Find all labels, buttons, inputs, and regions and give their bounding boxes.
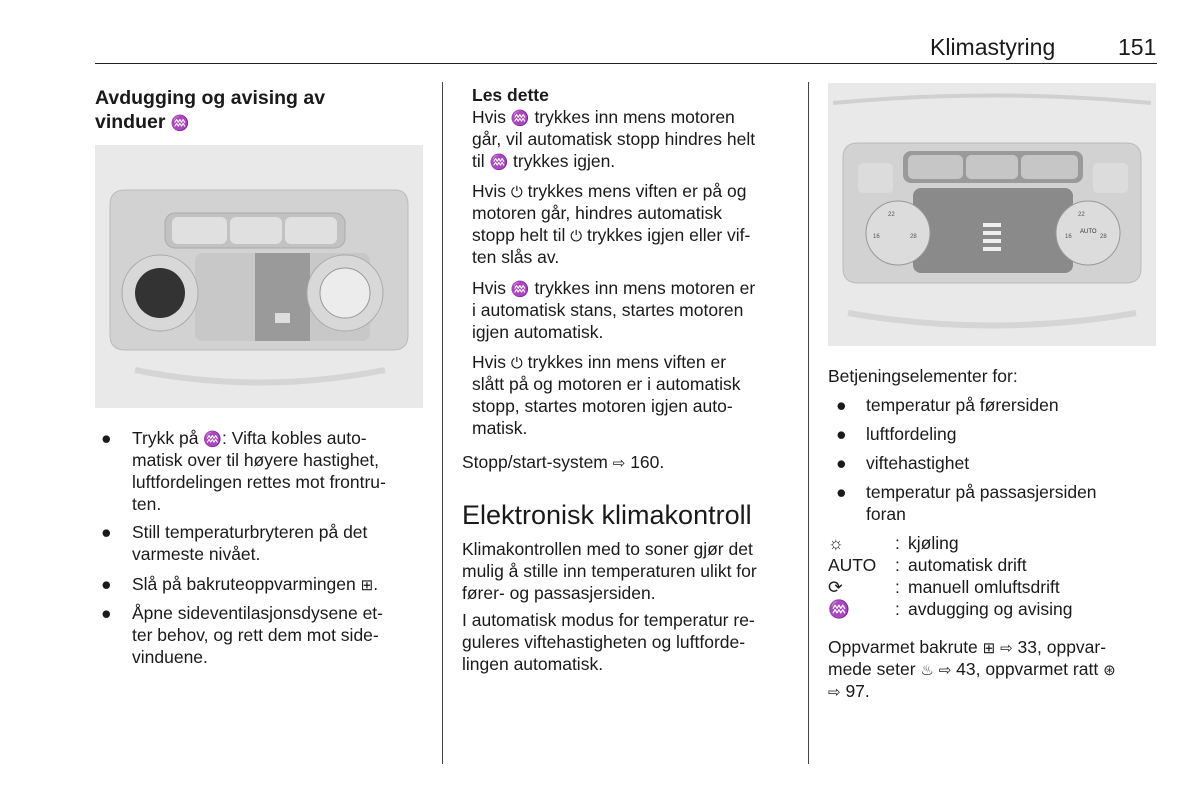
- defrost-icon: ♒: [170, 115, 190, 132]
- note-paragraph: Hvis ♒ trykkes inn mens motoren går, vil automatisk stopp hindres helt til ♒ trykkes igjen.: [472, 107, 756, 171]
- reference-arrow-icon: ⇨: [938, 662, 952, 679]
- defrost-icon: ♒: [510, 281, 530, 298]
- running-header-title: Klimastyring: [930, 34, 1056, 60]
- page-number: 151: [1118, 34, 1157, 60]
- section-heading: Elektronisk klimakontroll: [462, 500, 752, 530]
- auto-label: AUTO: [828, 555, 877, 575]
- defrost-icon: ♒: [203, 431, 222, 448]
- dial-label: 28: [1100, 234, 1107, 240]
- seat-heater-icon: ♨: [920, 662, 934, 679]
- defrost-icon: ♒: [510, 110, 530, 127]
- control-item: temperatur på passasjersiden foran: [866, 482, 1097, 524]
- bullet-dot: ●: [101, 522, 112, 542]
- rear-window-heater-icon: ⊞: [982, 640, 996, 657]
- body-paragraph: Klimakontrollen med to soner gjør det mulig å stille inn temperaturen ulikt for fører- og passasjersiden.: [462, 539, 757, 603]
- auto-label: AUTO: [1080, 229, 1097, 235]
- dial-label: 16: [1065, 234, 1072, 240]
- cross-reference-paragraph: Oppvarmet bakrute ⊞ ⇨ 33, oppvar- mede seter ♨ ⇨ 43, oppvarmet ratt ⊛ ⇨ 97.: [828, 637, 1116, 701]
- bullet-text: Åpne sideventilasjonsdysene et- ter behov, og rett dem mot side- vinduene.: [132, 603, 383, 667]
- column-separator: [442, 82, 443, 764]
- fan-off-icon: ⏻: [510, 184, 523, 201]
- control-item: temperatur på førersiden: [866, 395, 1059, 415]
- bullet-dot: ●: [101, 574, 112, 594]
- control-item: viftehastighet: [866, 453, 970, 473]
- cooling-icon: ☼: [828, 533, 845, 553]
- legend-row: ☼ : kjøling: [828, 533, 959, 553]
- note-paragraph: Hvis ⏻ trykkes mens viften er på og motoren går, hindres automatisk stopp helt til ⏻ trykkes igjen eller vif- ten slås av.: [472, 181, 751, 267]
- bullet-dot: ●: [836, 453, 847, 473]
- note-title: Les dette: [472, 85, 549, 105]
- note-paragraph: Hvis ♒ trykkes inn mens motoren er i automatisk stans, startes motoren igjen automatisk.: [472, 278, 756, 342]
- bullet-text: Still temperaturbryteren på det varmeste nivået.: [132, 522, 368, 564]
- bullet-dot: ●: [101, 603, 112, 623]
- dial-label: 22: [1078, 212, 1085, 218]
- bullet-dot: ●: [836, 395, 847, 415]
- bullet-dot: ●: [836, 424, 847, 444]
- bullet-text: Slå på bakruteoppvarmingen ⊞.: [132, 574, 379, 594]
- defrost-control-illustration: [95, 145, 423, 408]
- rear-window-heater-icon: ⊞: [360, 577, 374, 594]
- control-item: luftfordeling: [866, 424, 957, 444]
- reference-arrow-icon: ⇨: [828, 684, 841, 701]
- note-paragraph: Hvis ⏻ trykkes inn mens viften er slått på og motoren er i automatisk stopp, startes motoren igjen auto- matisk.: [472, 352, 741, 438]
- dial-label: 28: [910, 234, 917, 240]
- fan-off-icon: ⏻: [510, 355, 523, 372]
- climate-panel-illustration: [828, 83, 1156, 346]
- column-separator: [808, 82, 809, 764]
- legend-row: ⟳ : manuell omluftsdrift: [828, 577, 1060, 597]
- legend-row: ♒ : avdugging og avising: [828, 599, 1073, 619]
- dial-label: 16: [873, 234, 880, 240]
- legend-row: AUTO : automatisk drift: [828, 555, 1027, 575]
- defrost-icon: ♒: [489, 154, 509, 171]
- reference-arrow-icon: ⇨: [612, 455, 626, 472]
- reference-arrow-icon: ⇨: [1000, 640, 1013, 657]
- bullet-text: Trykk på ♒: Vifta kobles auto- matisk over til høyere hastighet, luftfordelingen rettes mot frontru- ten.: [132, 428, 386, 514]
- fan-off-icon: ⏻: [570, 228, 583, 245]
- recirculation-icon: ⟳: [828, 577, 843, 597]
- section-title: Avdugging og avising av vinduer ♒: [95, 87, 326, 133]
- bullet-dot: ●: [101, 428, 112, 448]
- heated-wheel-icon: ⊛: [1103, 662, 1116, 679]
- body-paragraph: I automatisk modus for temperatur re- guleres viftehastigheten og luftforde- lingen automatisk.: [462, 610, 755, 674]
- defrost-icon: ♒: [828, 599, 850, 619]
- bullet-dot: ●: [836, 482, 847, 502]
- dial-label: 22: [888, 212, 895, 218]
- controls-intro: Betjeningselementer for:: [828, 366, 1018, 386]
- cross-reference: Stopp/start-system ⇨ 160.: [462, 452, 665, 472]
- header-rule: [95, 63, 1157, 64]
